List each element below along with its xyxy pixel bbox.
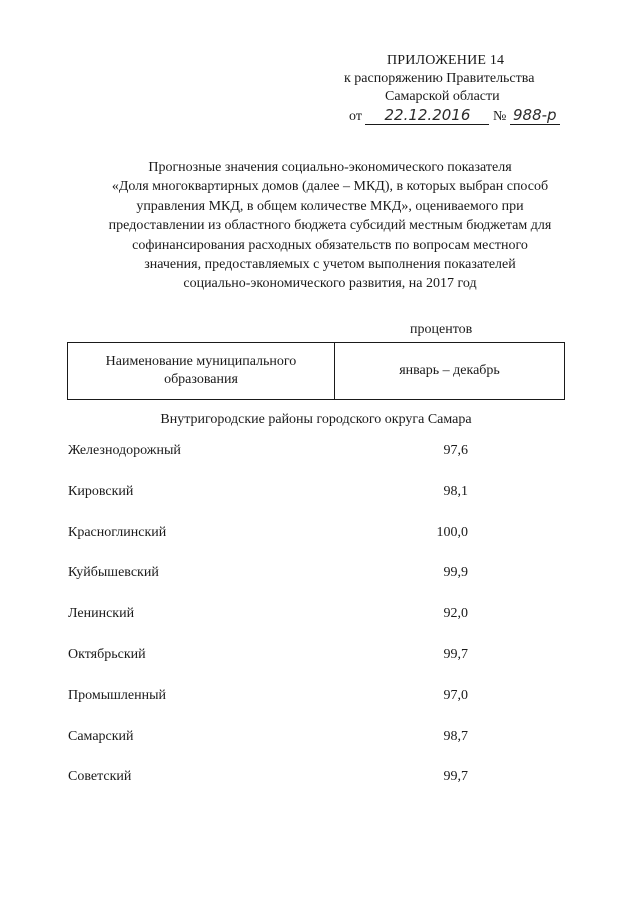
table-row bbox=[68, 688, 468, 708]
order-date: 22.12.2016 bbox=[365, 107, 489, 125]
district-name: Ленинский bbox=[68, 606, 135, 621]
district-name: Кировский bbox=[68, 484, 134, 499]
table-row bbox=[68, 769, 468, 789]
appendix-order-ref: к распоряжению Правительства bbox=[344, 71, 535, 86]
district-name: Октябрьский bbox=[68, 647, 146, 662]
district-name: Красноглинский bbox=[68, 525, 167, 540]
order-number: 988-р bbox=[510, 107, 560, 125]
order-date-line bbox=[349, 107, 560, 126]
title-line: значения, предоставляемых с учетом выполнения показателей bbox=[144, 257, 516, 273]
district-value: 100,0 bbox=[436, 525, 468, 540]
table-header bbox=[67, 342, 565, 400]
district-value: 97,0 bbox=[443, 688, 468, 703]
district-value: 99,7 bbox=[443, 647, 468, 662]
title-line: управления МКД, в общем количестве МКД», оцениваемого при bbox=[136, 198, 524, 214]
table-row bbox=[68, 443, 468, 463]
district-value: 97,6 bbox=[443, 443, 468, 458]
district-name: Самарский bbox=[68, 729, 134, 744]
title-line: предоставлении из областного бюджета субсидий местным бюджетам для bbox=[108, 218, 552, 234]
table-row bbox=[68, 729, 468, 749]
district-value: 92,0 bbox=[443, 606, 468, 621]
district-name: Промышленный bbox=[68, 688, 166, 703]
district-value: 99,9 bbox=[443, 565, 468, 580]
unit-label: процентов bbox=[410, 322, 473, 337]
district-name: Куйбышевский bbox=[68, 565, 159, 580]
document-title bbox=[60, 158, 600, 294]
district-value: 98,7 bbox=[443, 729, 468, 744]
appendix-region: Самарской области bbox=[385, 89, 500, 104]
title-line: «Доля многоквартирных домов (далее – МКД), в которых выбран способ bbox=[111, 179, 549, 195]
table-row bbox=[68, 647, 468, 667]
column-header-period: январь – декабрь bbox=[399, 363, 500, 378]
title-line: Прогнозные значения социально-экономического показателя bbox=[148, 160, 512, 175]
table-row bbox=[68, 606, 468, 626]
number-label: № bbox=[492, 109, 507, 124]
appendix-title: ПРИЛОЖЕНИЕ 14 bbox=[387, 53, 505, 68]
table-row bbox=[68, 525, 468, 545]
title-line: социально-экономического развития, на 2017 год bbox=[183, 276, 477, 292]
title-line: софинансирования расходных обязательств по вопросам местного bbox=[132, 237, 528, 253]
section-heading: Внутригородские районы городского округа Самара bbox=[160, 412, 472, 427]
district-name: Железнодорожный bbox=[68, 443, 181, 458]
district-name: Советский bbox=[68, 769, 132, 784]
column-header-municipality-text: Наименование муниципального образования bbox=[105, 354, 297, 387]
column-header-municipality bbox=[68, 343, 335, 399]
table-row bbox=[68, 484, 468, 504]
from-label: от bbox=[349, 109, 362, 124]
district-value: 99,7 bbox=[443, 769, 468, 784]
district-value: 98,1 bbox=[443, 484, 468, 499]
table-row bbox=[68, 565, 468, 585]
